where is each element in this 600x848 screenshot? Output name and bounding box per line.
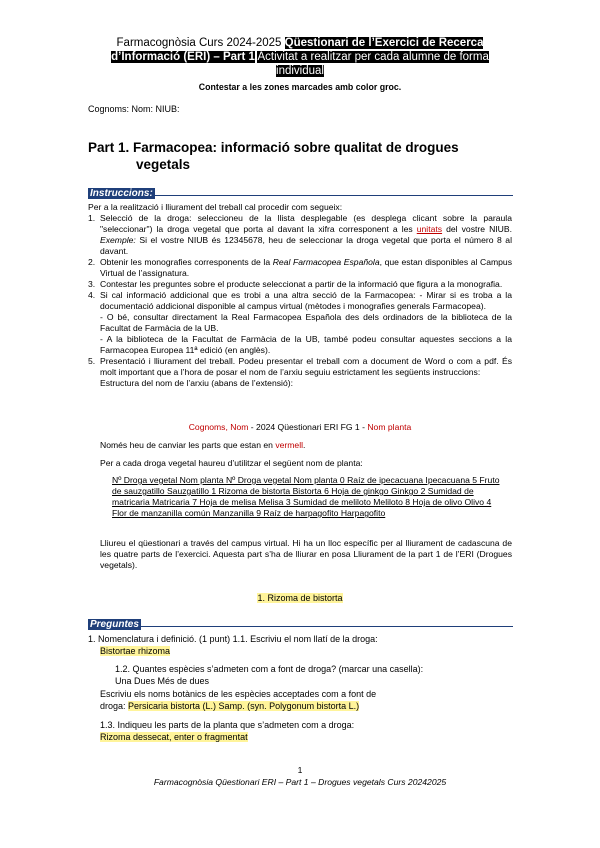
instructions-tag: Instruccions: [90, 188, 153, 199]
instruction-number: 5. [88, 356, 96, 366]
student-id-label: Cognoms: Nom: NIUB: [88, 104, 180, 114]
instruction-text: Presentació i lliurament del treball. Podeu presentar el treball com a document de Word o com a pdf. És molt important que a l’hora de posar el nom de l’arxiu seguiu estrictament les següents instruccions: [100, 356, 512, 377]
part-title-line1: Part 1. Farmacopea: informació sobre qualitat de drogues [88, 140, 459, 155]
instructions-body [88, 202, 512, 389]
doc-title-b: d’Informació (ERI) – Part 1 [111, 51, 255, 63]
header-line-3 [0, 64, 600, 78]
change-note-red: vermell [275, 440, 304, 450]
instruction-number: 2. [88, 257, 96, 267]
question-1-3: 1.3. Indiqueu les parts de la planta que s’admeten com a droga: [100, 720, 355, 730]
question-1-2b-label: droga: [100, 700, 129, 711]
change-note-text: Només heu de canviar les parts que estan en [100, 440, 276, 450]
answer-1-3[interactable]: Rizoma dessecat, enter o fragmentat [100, 732, 248, 742]
question-1-2b [100, 689, 430, 712]
filename-fixed-part: - 2024 Qüestionari ERI FG 1 - [248, 422, 368, 432]
doc-subtitle-b: individual [276, 65, 324, 77]
footer-text: Farmacognòsia Qüestionari ERI – Part 1 – Drogues vegetals Curs 20242025 [153, 777, 447, 787]
instruction-subtext: - O bé, consultar directament la Real Farmacopea Española des dels ordinadors de la biblioteca de la Facultat de Farmàcia de la UB. [100, 312, 512, 333]
instruction-item-2 [88, 257, 512, 279]
question-1-2: 1.2. Quantes espècies s’admeten com a font de droga? (marcar una casella): Una Dues Més de dues [115, 664, 424, 686]
instructions-intro: Per a la realització i lliurament del treball cal procedir com segueix: [88, 202, 343, 212]
instruction-text: Selecció de la droga: seleccioneu de la llista desplegable (es desplega clicant sobre la paraula "seleccionar") la droga vegetal que porta al davant la xifra corresponent a les [100, 213, 512, 234]
instruction-subtext: - A la biblioteca de la Facultat de Farmàcia de la UB, també podeu consultar aquestes seccions a la Farmacopea Europea 11ª edició (en anglès). [100, 334, 512, 355]
page-number: 1 [297, 765, 303, 775]
selected-drug[interactable]: 1. Rizoma de bistorta [257, 593, 343, 603]
instruction-item-3 [88, 279, 512, 290]
question-1-1: 1. Nomenclatura i definició. (1 punt) 1.1. Escriviu el nom llatí de la droga: [88, 634, 378, 644]
example-label: Exemple: [100, 235, 136, 245]
header-line-2 [0, 50, 600, 64]
filename-part-plant: Nom planta [367, 422, 412, 432]
doc-subtitle-a: Activitat a realitzar per cada alumne de forma [257, 51, 489, 63]
answer-1-1-row [100, 646, 170, 658]
instructions-list [88, 213, 512, 389]
change-note [100, 440, 512, 451]
instruction-number: 3. [88, 279, 96, 289]
instruction-text: Obtenir les monografies corresponents de la [100, 257, 273, 267]
plant-name-intro: Per a cada droga vegetal haureu d’utilitzar el següent nom de planta: [100, 458, 363, 468]
answer-1-1[interactable]: Bistortae rhizoma [100, 646, 171, 656]
questions-rule [88, 626, 513, 627]
filename-part-name: Cognoms, Nom [188, 422, 249, 432]
units-highlight: unitats [416, 224, 443, 234]
instruction-text: , que estan disponibles al Campus Virtual de l’assignatura. [100, 257, 512, 278]
instruction-text: Contestar les preguntes sobre el producte seleccionat a partir de la informació que figura a la monografia. [100, 279, 503, 289]
answer-1-2[interactable]: Persicaria bistorta (L.) Samp. (syn. Polygonum bistorta L.) [128, 700, 360, 711]
question-1-2b-text: Escriviu els noms botànics de les espècies acceptades com a font de [100, 689, 377, 699]
change-note-end: . [303, 440, 306, 450]
answer-1-3-row [100, 732, 248, 744]
part-title [88, 139, 459, 173]
filename-structure-label: Estructura del nom de l’arxiu (abans de l’extensió): [100, 378, 293, 388]
instructions-heading [88, 183, 155, 201]
questions-heading [88, 614, 141, 632]
part-title-line2: vegetals [136, 157, 191, 172]
instruction-item-5 [88, 356, 512, 389]
selected-drug-row [0, 593, 600, 605]
delivery-note: Lliureu el qüestionari a través del campus virtual. Hi ha un lloc específic per al lliurament de cadascuna de les quatre parts de l’exercici. Aquesta part s’ha de lliurar en posa Lliurament de la part 1 de l’ERI (Drogues vegetals). [100, 538, 512, 570]
header-note: Contestar a les zones marcades amb color groc. [198, 82, 402, 92]
plant-name-table: Nº Droga vegetal Nom planta Nº Droga vegetal Nom planta 0 Raíz de ipecacuana Ipecacuana 5 Fruto de sauzgatillo Sauzgatillo 1 Rizoma de bistorta Bistorta 6 Hoja de ginkgo Ginkgo 2 Sumidad de matricaria Matricaria 7 Hoja de melisa Melisa 3 Sumidad de meliloto Meliloto 8 Hoja de olivo Olivo 4 Flor de manzanilla común Manzanilla 9 Raíz de harpagofito Harpagofito [112, 475, 500, 518]
instruction-text: del vostre NIUB. [442, 224, 513, 234]
instruction-number: 4. [88, 290, 96, 300]
filename-pattern [0, 422, 600, 433]
example-text: Si el vostre NIUB és 12345678, heu de seleccionar la droga vegetal que porta el número 8 al davant. [100, 235, 512, 256]
questions-tag: Preguntes [90, 619, 139, 630]
instruction-number: 1. [88, 213, 96, 223]
instruction-item-4 [88, 290, 512, 356]
pharmacopoeia-name: Real Farmacopea Española [272, 257, 380, 267]
course-label: Farmacognòsia Curs 2024-2025 [116, 37, 282, 49]
header-line-1 [0, 36, 600, 50]
instruction-text: Si cal informació addicional que es trobi a una altra secció de la Farmacopea: - Mirar si es troba a la documentació addicional disponible al campus virtual (mètodes i monografies generals Farmacopea). [100, 290, 512, 311]
doc-title-a: Qüestionari de l’Exercici de Recerca [284, 37, 484, 49]
instruction-item-1 [88, 213, 512, 257]
